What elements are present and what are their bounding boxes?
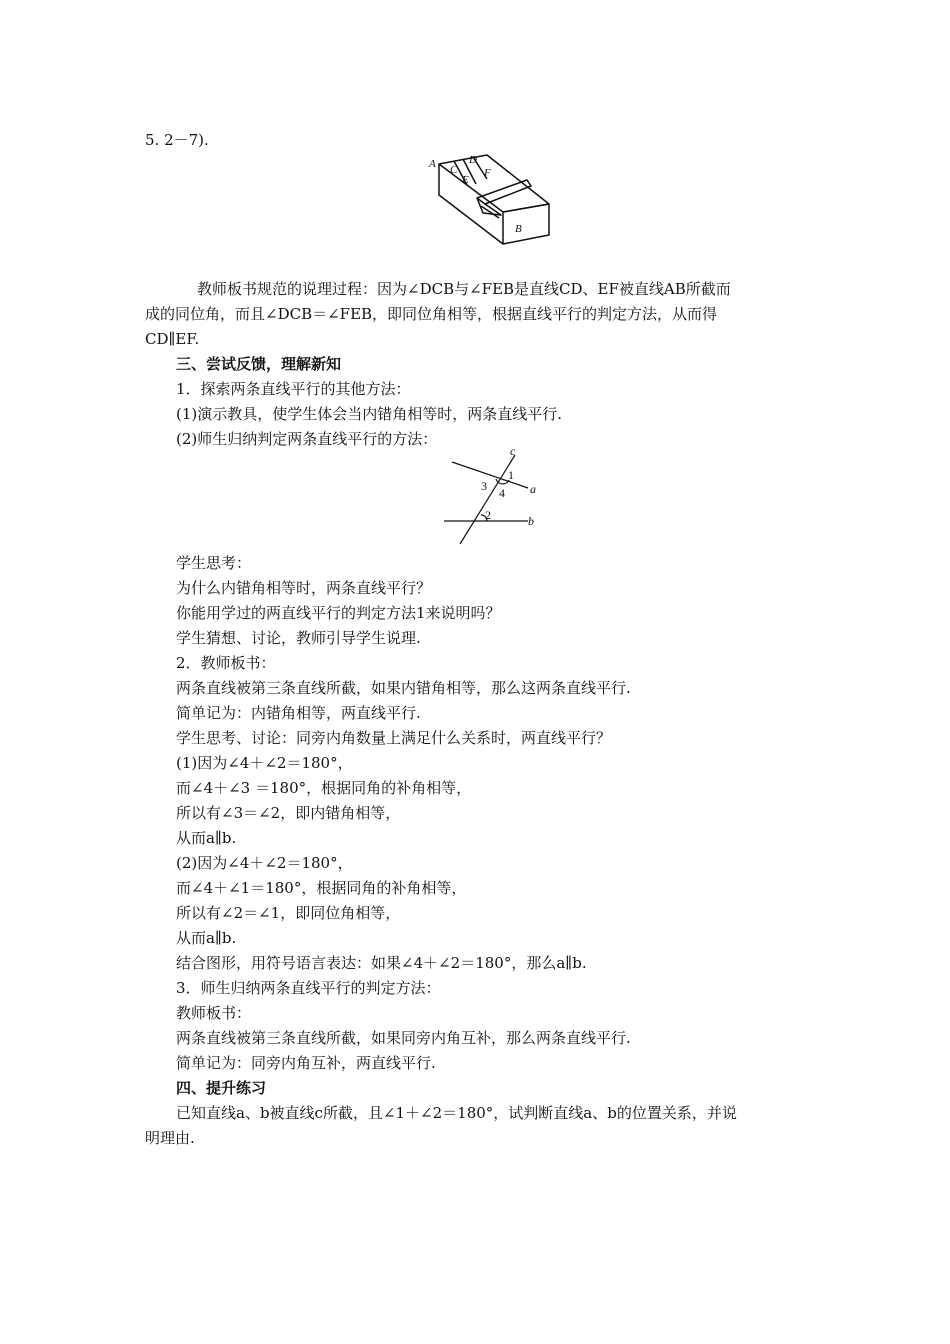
box-label-b: B <box>515 223 522 235</box>
line-a <box>452 462 528 488</box>
label-angle-4: 4 <box>499 486 505 500</box>
text-line-32: 明理由. <box>145 1129 195 1147</box>
text-line-13: 2．教师板书： <box>176 654 276 672</box>
text-line-18: 而∠4＋∠3 ＝180°，根据同角的补角相等， <box>176 779 472 797</box>
text-line-21: (2)因为∠4＋∠2＝180°， <box>176 854 353 872</box>
label-a: a <box>530 482 536 496</box>
line-c <box>460 455 515 544</box>
text-line-23: 所以有∠2＝∠1，即同位角相等， <box>176 904 401 922</box>
text-line-28: 两条直线被第三条直线所截，如果同旁内角互补，那么两条直线平行. <box>176 1029 631 1047</box>
text-line-3: 成的同位角，而且∠DCB＝∠FEB，即同位角相等，根据直线平行的判定方法，从而得 <box>145 305 718 323</box>
text-line-6: 1．探索两条直线平行的其他方法： <box>176 380 411 398</box>
text-line-29: 简单记为：同旁内角互补，两直线平行. <box>176 1054 436 1072</box>
label-angle-1: 1 <box>508 468 514 482</box>
text-line-24: 从而a∥b. <box>176 929 237 947</box>
text-line-8: (2)师生归纳判定两条直线平行的方法： <box>176 430 438 448</box>
transversal-figure <box>438 445 548 545</box>
box-label-e: E <box>462 174 469 186</box>
label-b: b <box>528 514 534 528</box>
box-label-d: D <box>469 154 477 166</box>
box-ruler-figure <box>427 152 557 248</box>
box-front-face <box>503 204 549 244</box>
label-c: c <box>510 445 516 458</box>
label-angle-3: 3 <box>481 479 487 493</box>
section-heading-3: 三、尝试反馈，理解新知 <box>176 355 342 373</box>
text-line-15: 简单记为：内错角相等，两直线平行. <box>176 704 421 722</box>
box-label-a: A <box>429 158 436 170</box>
text-line-31: 已知直线a、b被直线c所截，且∠1＋∠2＝180°，试判断直线a、b的位置关系，并说 <box>176 1104 737 1122</box>
section-heading-4: 四、提升练习 <box>176 1079 267 1097</box>
text-line-22: 而∠4＋∠1＝180°，根据同角的补角相等， <box>176 879 467 897</box>
box-label-f: F <box>484 167 491 179</box>
label-angle-2: 2 <box>485 508 491 522</box>
text-line-1: 5. 2－7). <box>145 131 209 149</box>
text-line-4: CD∥EF. <box>145 330 200 348</box>
text-line-19: 所以有∠3＝∠2，即内错角相等， <box>176 804 401 822</box>
text-line-12: 学生猜想、讨论，教师引导学生说理. <box>176 629 421 647</box>
text-line-2: 教师板书规范的说理过程：因为∠DCB与∠FEB是直线CD、EF被直线AB所截而 <box>197 280 731 298</box>
text-line-17: (1)因为∠4＋∠2＝180°， <box>176 754 353 772</box>
text-line-26: 3．师生归纳两条直线平行的判定方法： <box>176 979 441 997</box>
text-line-16: 学生思考、讨论：同旁内角数量上满足什么关系时，两直线平行？ <box>176 729 612 747</box>
text-line-25: 结合图形，用符号语言表达：如果∠4＋∠2＝180°，那么a∥b. <box>176 954 587 972</box>
text-line-27: 教师板书： <box>176 1004 252 1022</box>
text-line-11: 你能用学过的两直线平行的判定方法1来说明吗？ <box>176 604 501 622</box>
text-line-7: (1)演示教具，使学生体会当内错角相等时，两条直线平行. <box>176 405 563 423</box>
text-line-10: 为什么内错角相等时，两条直线平行？ <box>176 579 432 597</box>
text-line-20: 从而a∥b. <box>176 829 237 847</box>
box-label-c: C <box>450 164 458 176</box>
text-line-14: 两条直线被第三条直线所截，如果内错角相等，那么这两条直线平行. <box>176 679 631 697</box>
text-line-9: 学生思考： <box>176 554 252 572</box>
